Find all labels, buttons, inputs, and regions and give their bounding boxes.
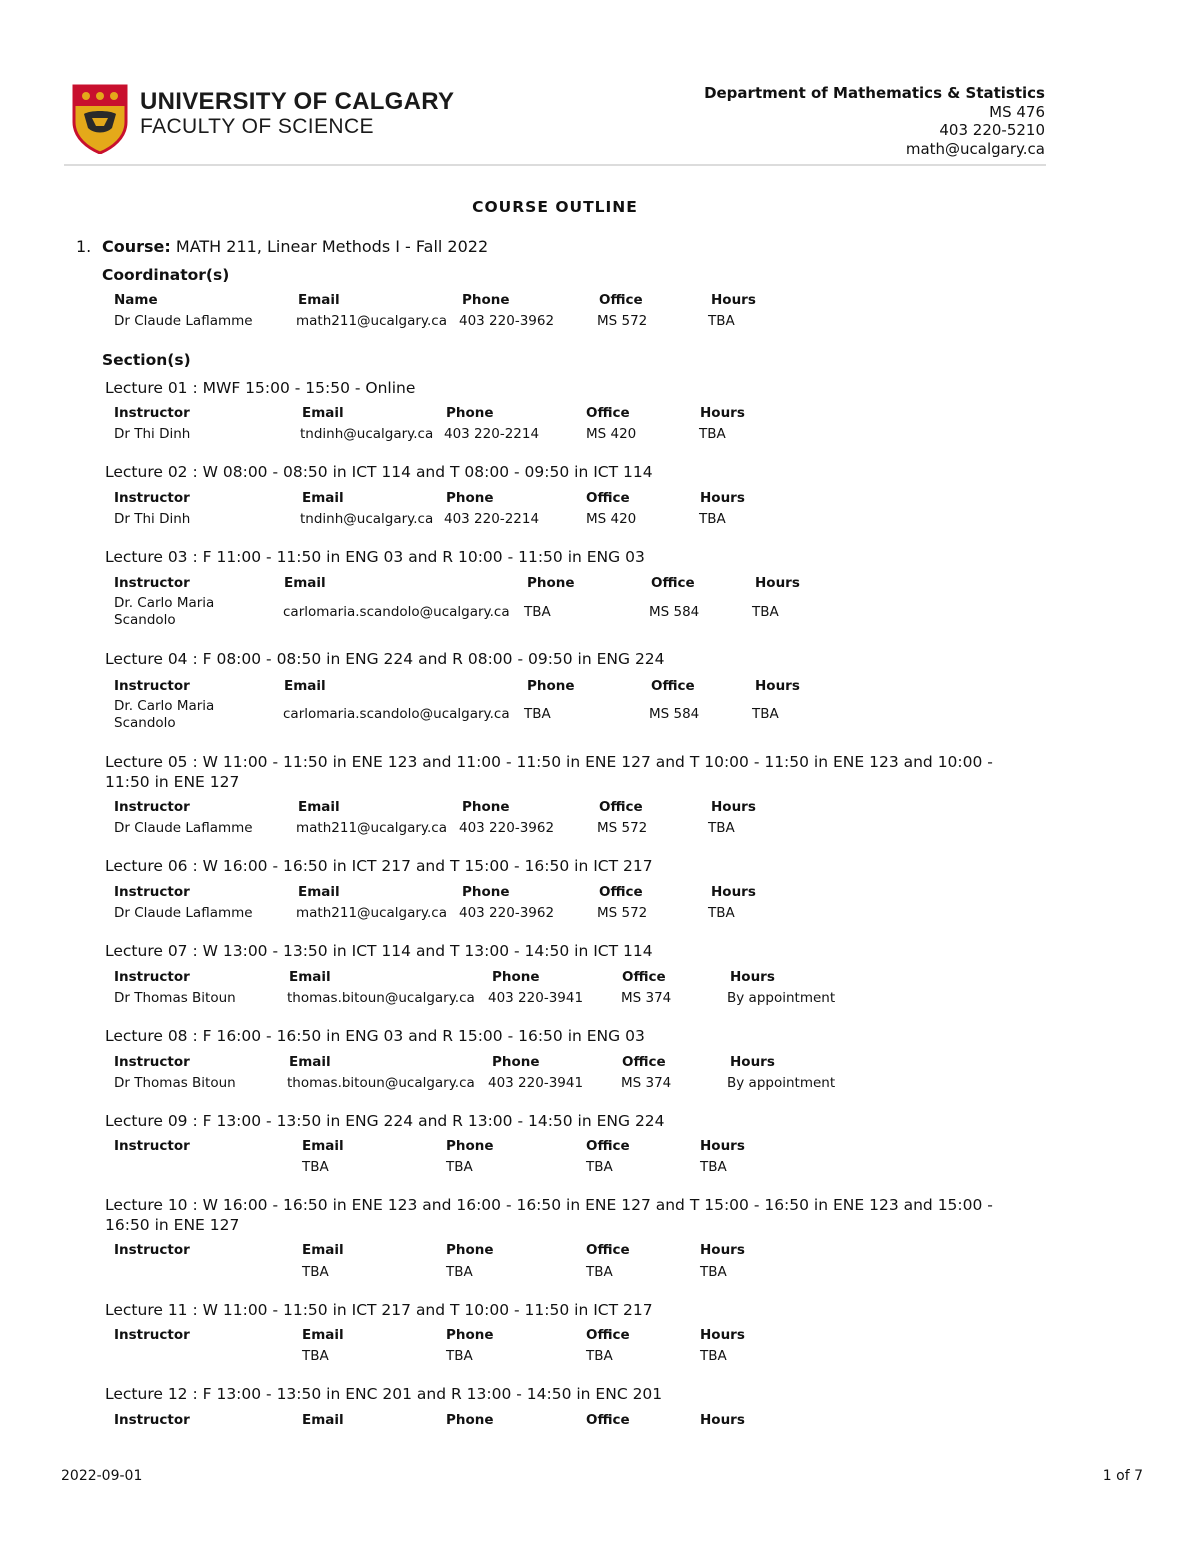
instructor-email: thomas.bitoun@ucalgary.ca [287, 1075, 475, 1091]
lecture-title: Lecture 05 : W 11:00 - 11:50 in ENE 123 and 11:00 - 11:50 in ENE 127 and T 10:00 - 11:50 in ENE 123 and 10:00 - [105, 753, 993, 771]
col-instructor: Instructor [114, 678, 190, 694]
col-instructor: Instructor [114, 969, 190, 985]
col-phone: Phone [446, 1327, 494, 1343]
instructor-hours: By appointment [727, 1075, 836, 1091]
col-email: Email [302, 1242, 344, 1258]
col-phone: Phone [446, 1242, 494, 1258]
col-instructor: Instructor [114, 1412, 190, 1428]
lecture-title-continued: 16:50 in ENE 127 [105, 1216, 240, 1234]
col-office: Office [622, 1054, 666, 1070]
col-instructor: Instructor [114, 1054, 190, 1070]
instructor-email: TBA [302, 1159, 329, 1175]
col-instructor: Instructor [114, 1327, 190, 1343]
col-hours: Hours [700, 490, 745, 506]
col-office: Office [586, 1412, 630, 1428]
coord-office: MS 572 [597, 313, 648, 329]
instructor-email: carlomaria.scandolo@ucalgary.ca [283, 706, 510, 722]
instructor-email: tndinh@ucalgary.ca [300, 426, 434, 442]
col-email: Email [302, 1138, 344, 1154]
lecture-title: Lecture 06 : W 16:00 - 16:50 in ICT 217 and T 15:00 - 16:50 in ICT 217 [105, 857, 653, 875]
col-office: Office [586, 405, 630, 421]
instructor-phone: TBA [446, 1159, 473, 1175]
page-title: COURSE OUTLINE [472, 198, 638, 216]
instructor-name: Dr. Carlo Maria Scandolo [114, 698, 215, 731]
coord-col-hours: Hours [711, 292, 756, 308]
col-office: Office [599, 799, 643, 815]
col-hours: Hours [700, 1327, 745, 1343]
instructor-name: Dr Thomas Bitoun [114, 1075, 236, 1091]
course-line [76, 237, 488, 256]
lecture-title-continued: 11:50 in ENE 127 [105, 773, 240, 791]
col-email: Email [284, 678, 326, 694]
instructor-hours: TBA [752, 706, 779, 722]
col-email: Email [302, 490, 344, 506]
instructor-email: math211@ucalgary.ca [296, 820, 447, 836]
lecture-title: Lecture 09 : F 13:00 - 13:50 in ENG 224 and R 13:00 - 14:50 in ENG 224 [105, 1112, 665, 1130]
instructor-name: Dr Thi Dinh [114, 511, 191, 527]
lecture-title: Lecture 03 : F 11:00 - 11:50 in ENG 03 and R 10:00 - 11:50 in ENG 03 [105, 548, 645, 566]
university-crest-logo [72, 84, 128, 154]
instructor-email: tndinh@ucalgary.ca [300, 511, 434, 527]
instructor-phone: 403 220-2214 [444, 511, 540, 527]
instructor-office: MS 374 [621, 1075, 672, 1091]
instructor-office: MS 584 [649, 604, 700, 620]
col-hours: Hours [711, 799, 756, 815]
instructor-office: TBA [586, 1264, 613, 1280]
lecture-title: Lecture 08 : F 16:00 - 16:50 in ENG 03 and R 15:00 - 16:50 in ENG 03 [105, 1027, 645, 1045]
instructor-phone: 403 220-2214 [444, 426, 540, 442]
department-phone: 403 220-5210 [939, 121, 1045, 139]
col-hours: Hours [730, 969, 775, 985]
coord-col-office: Office [599, 292, 643, 308]
course-number: 1. [76, 237, 92, 256]
coord-col-email: Email [298, 292, 340, 308]
col-hours: Hours [700, 1412, 745, 1428]
instructor-office: MS 420 [586, 511, 637, 527]
sections-heading: Section(s) [102, 351, 191, 369]
instructor-office: TBA [586, 1348, 613, 1364]
instructor-phone: 403 220-3962 [459, 820, 555, 836]
coord-col-name: Name [114, 292, 158, 308]
instructor-hours: TBA [700, 1159, 727, 1175]
col-hours: Hours [711, 884, 756, 900]
department-contact [704, 84, 1045, 158]
instructor-hours: TBA [699, 426, 726, 442]
lecture-title: Lecture 10 : W 16:00 - 16:50 in ENE 123 and 16:00 - 16:50 in ENE 127 and T 15:00 - 16:50 in ENE 123 and 15:00 - [105, 1196, 993, 1214]
col-email: Email [298, 884, 340, 900]
col-instructor: Instructor [114, 490, 190, 506]
instructor-hours: TBA [708, 905, 735, 921]
instructor-email: TBA [302, 1348, 329, 1364]
instructor-phone: 403 220-3941 [488, 990, 584, 1006]
col-email: Email [289, 1054, 331, 1070]
lecture-title: Lecture 04 : F 08:00 - 08:50 in ENG 224 and R 08:00 - 09:50 in ENG 224 [105, 650, 665, 668]
col-office: Office [599, 884, 643, 900]
col-instructor: Instructor [114, 799, 190, 815]
col-office: Office [586, 1242, 630, 1258]
coord-hours: TBA [708, 313, 735, 329]
col-hours: Hours [755, 575, 800, 591]
col-phone: Phone [492, 1054, 540, 1070]
instructor-hours: TBA [700, 1264, 727, 1280]
lecture-title: Lecture 02 : W 08:00 - 08:50 in ICT 114 and T 08:00 - 09:50 in ICT 114 [105, 463, 653, 481]
department-email: math@ucalgary.ca [905, 139, 1045, 158]
instructor-name: Dr Thomas Bitoun [114, 990, 236, 1006]
col-hours: Hours [700, 1138, 745, 1154]
course-text: MATH 211, Linear Methods I - Fall 2022 [175, 237, 489, 256]
col-phone: Phone [492, 969, 540, 985]
instructor-office: TBA [586, 1159, 613, 1175]
col-phone: Phone [446, 490, 494, 506]
col-email: Email [302, 405, 344, 421]
col-instructor: Instructor [114, 1242, 190, 1258]
instructor-office: MS 572 [597, 820, 648, 836]
col-email: Email [302, 1412, 344, 1428]
col-phone: Phone [527, 575, 575, 591]
instructor-email: math211@ucalgary.ca [296, 905, 447, 921]
col-instructor: Instructor [114, 405, 190, 421]
col-office: Office [586, 1327, 630, 1343]
col-phone: Phone [446, 405, 494, 421]
instructor-phone: TBA [524, 706, 551, 722]
instructor-email: thomas.bitoun@ucalgary.ca [287, 990, 475, 1006]
coord-name: Dr Claude Laflamme [114, 313, 253, 329]
instructor-office: MS 420 [586, 426, 637, 442]
instructor-email: TBA [302, 1264, 329, 1280]
lecture-title: Lecture 11 : W 11:00 - 11:50 in ICT 217 and T 10:00 - 11:50 in ICT 217 [105, 1301, 653, 1319]
col-phone: Phone [462, 799, 510, 815]
instructor-hours: TBA [700, 1348, 727, 1364]
course-label: Course: [102, 237, 171, 256]
col-email: Email [298, 799, 340, 815]
col-email: Email [289, 969, 331, 985]
university-name: UNIVERSITY OF CALGARY [140, 88, 455, 115]
col-hours: Hours [730, 1054, 775, 1070]
lecture-title: Lecture 12 : F 13:00 - 13:50 in ENC 201 and R 13:00 - 14:50 in ENC 201 [105, 1385, 663, 1403]
instructor-phone: TBA [524, 604, 551, 620]
col-email: Email [302, 1327, 344, 1343]
department-room: MS 476 [989, 102, 1045, 121]
instructor-email: carlomaria.scandolo@ucalgary.ca [283, 604, 510, 620]
instructor-office: MS 374 [621, 990, 672, 1006]
col-office: Office [586, 1138, 630, 1154]
footer-date: 2022-09-01 [61, 1468, 143, 1484]
col-hours: Hours [755, 678, 800, 694]
col-phone: Phone [446, 1412, 494, 1428]
instructor-name: Dr Claude Laflamme [114, 820, 253, 836]
coord-phone: 403 220-3962 [459, 313, 555, 329]
instructor-hours: TBA [752, 604, 779, 620]
col-office: Office [586, 490, 630, 506]
department-name: Department of Mathematics & Statistics [704, 84, 1045, 102]
col-hours: Hours [700, 1242, 745, 1258]
col-hours: Hours [700, 405, 745, 421]
instructor-hours: TBA [699, 511, 726, 527]
col-phone: Phone [462, 884, 510, 900]
faculty-name: FACULTY OF SCIENCE [140, 115, 374, 138]
instructor-office: MS 572 [597, 905, 648, 921]
instructor-hours: By appointment [727, 990, 836, 1006]
col-office: Office [651, 678, 695, 694]
col-instructor: Instructor [114, 884, 190, 900]
instructor-name: Dr. Carlo Maria Scandolo [114, 595, 215, 628]
col-email: Email [284, 575, 326, 591]
header-divider [64, 164, 1046, 166]
col-instructor: Instructor [114, 575, 190, 591]
footer-page-number: 1 of 7 [1102, 1468, 1143, 1484]
col-instructor: Instructor [114, 1138, 190, 1154]
instructor-name: Dr Claude Laflamme [114, 905, 253, 921]
coord-email: math211@ucalgary.ca [296, 313, 447, 329]
coord-col-phone: Phone [462, 292, 510, 308]
instructor-phone: TBA [446, 1264, 473, 1280]
instructor-name: Dr Thi Dinh [114, 426, 191, 442]
col-office: Office [651, 575, 695, 591]
instructor-phone: TBA [446, 1348, 473, 1364]
col-phone: Phone [527, 678, 575, 694]
instructor-office: MS 584 [649, 706, 700, 722]
instructor-phone: 403 220-3962 [459, 905, 555, 921]
instructor-phone: 403 220-3941 [488, 1075, 584, 1091]
lecture-title: Lecture 01 : MWF 15:00 - 15:50 - Online [105, 379, 416, 397]
coordinators-heading: Coordinator(s) [102, 266, 230, 284]
lecture-title: Lecture 07 : W 13:00 - 13:50 in ICT 114 and T 13:00 - 14:50 in ICT 114 [105, 942, 653, 960]
col-office: Office [622, 969, 666, 985]
instructor-hours: TBA [708, 820, 735, 836]
col-phone: Phone [446, 1138, 494, 1154]
